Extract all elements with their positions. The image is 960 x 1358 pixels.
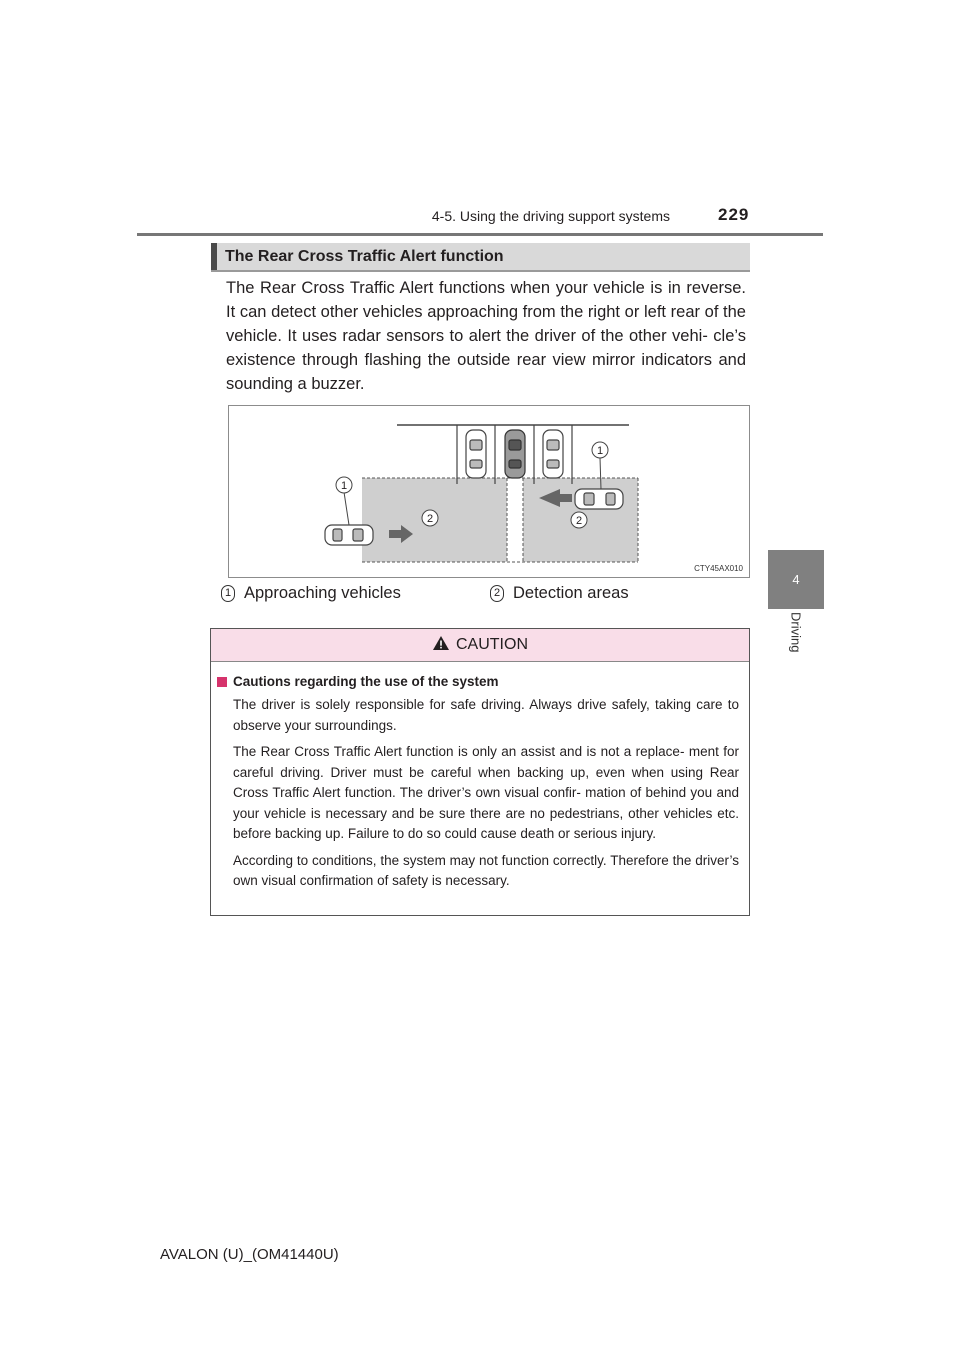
caution-header	[211, 629, 749, 662]
running-header-section: 4-5. Using the driving support systems	[431, 208, 670, 224]
legend-text: Approaching vehicles	[244, 584, 401, 602]
caution-paragraph: According to conditions, the system may not function correctly. Therefore the driver’s own visual confirmation of safety is necessary.	[233, 852, 739, 888]
header-rule	[137, 233, 823, 236]
section-title-accent	[211, 243, 217, 270]
caution-title: CAUTION	[456, 636, 528, 653]
caution-box	[210, 628, 750, 916]
chapter-tab-number: 4	[792, 572, 800, 587]
callout-1-right-label: 1	[596, 445, 604, 457]
caution-paragraph: The driver is solely responsible for safe driving. Always drive safely, taking care to observe your surroundings.	[233, 697, 739, 733]
section-title-bar	[211, 243, 750, 272]
warning-icon	[432, 635, 450, 656]
chapter-tab-label: Driving	[788, 612, 804, 653]
caution-paragraph: The Rear Cross Traffic Alert function is only an assist and is not a replace- ment for careful driving. Driver must be careful when backing up, even when using Rear Cross Traffic Alert function. The driver’s own visual confir- mation of behind you and your vehicle is necessary and be sure there are no pedestrians, other vehicles etc. before backing up. Failure to do so could cause death or serious injury.	[233, 744, 739, 841]
caution-heading	[217, 674, 739, 689]
callout-1-left-label: 1	[340, 480, 348, 492]
square-bullet-icon	[217, 677, 227, 687]
callout-2-left-label: 2	[426, 513, 434, 525]
own-vehicle	[505, 430, 525, 478]
parked-car	[543, 430, 563, 478]
legend-item	[221, 584, 401, 603]
legend-number: 2	[490, 585, 504, 602]
page-number: 229	[718, 205, 750, 224]
chapter-tab	[768, 550, 824, 609]
rcta-illustration	[228, 405, 750, 578]
approaching-vehicle-left	[325, 525, 373, 545]
figure-code: CTY45AX010	[694, 564, 743, 573]
legend-item	[490, 584, 629, 603]
rcta-diagram	[229, 406, 749, 577]
legend-text: Detection areas	[513, 584, 629, 602]
caution-body	[211, 662, 749, 892]
legend-number: 1	[221, 585, 235, 602]
parked-car	[466, 430, 486, 478]
footer-model-code: AVALON (U)_(OM41440U)	[160, 1246, 339, 1263]
intro-paragraph: The Rear Cross Traffic Alert functions when your vehicle is in reverse. It can detect other vehicles approaching from the right or left rear of the vehicle. It uses radar sensors to alert the driver of the other vehi- cle’s existence through flashing the outside rear view mirror indicators and sounding a buzzer.	[226, 279, 746, 393]
approaching-vehicle-right	[575, 489, 623, 509]
section-title: The Rear Cross Traffic Alert function	[225, 248, 504, 265]
caution-heading-text: Cautions regarding the use of the system	[233, 674, 499, 689]
callout-2-right-label: 2	[575, 515, 583, 527]
